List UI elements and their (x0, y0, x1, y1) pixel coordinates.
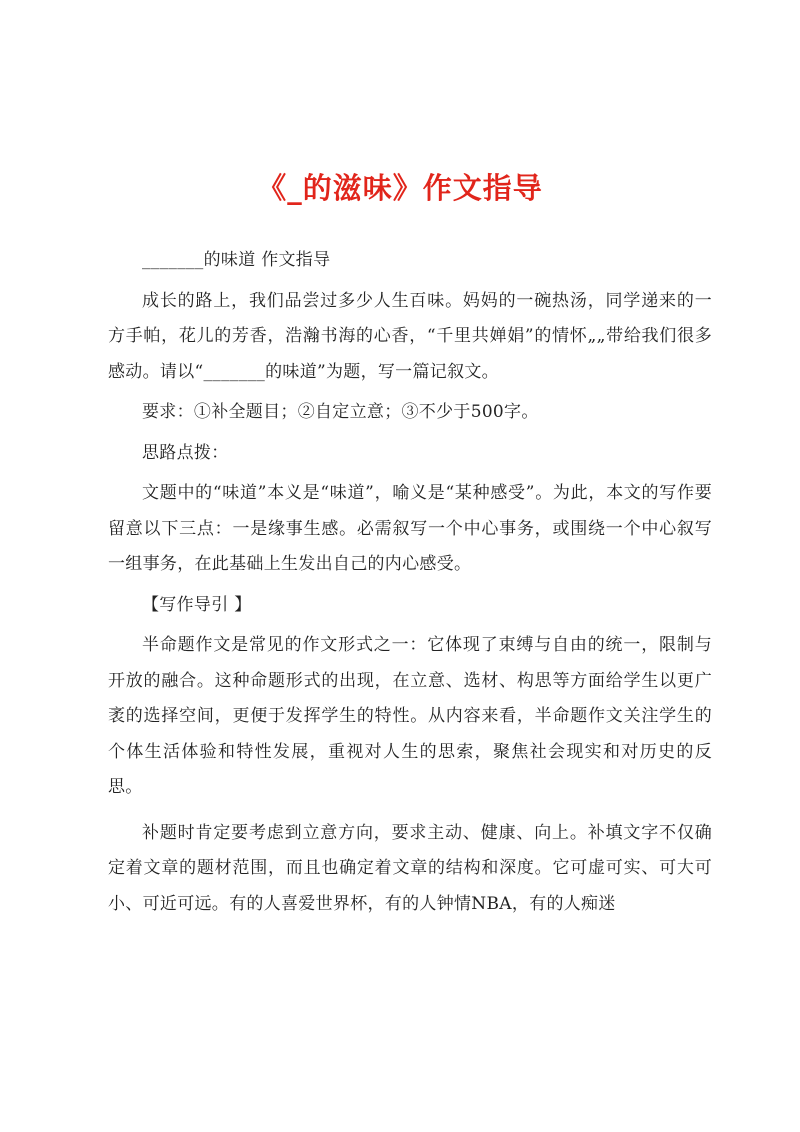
document-title: 《_的滋味》作文指导 (257, 171, 543, 205)
hints-heading: 思路点拨： (142, 442, 229, 463)
document-body (108, 243, 712, 927)
guide-paragraph: 半命题作文是常见的作文形式之一：它体现了束缚与自由的统一，限制与开放的融合。这种命题形式的出现，在立意、选材、构思等方面给学生以更广袤的选择空间，更便于发挥学生的特性。从内容来看，半命题作文关注学生的个体生活体验和特性发展，重视对人生的思索，聚焦社会现实和对历史的反思。 (108, 635, 712, 797)
title-completion-paragraph: 补题时肯定要考虑到立意方向，要求主动、健康、向上。补填文字不仅确定着文章的题材范围，而且也确定着文章的结构和深度。它可虚可实、可大可小、可近可远。有的人喜爱世界杯，有的人钟情NBA，有的人痴迷 (108, 822, 712, 914)
subtitle-paragraph: _______的味道 作文指导 (142, 250, 331, 270)
requirements-paragraph: 要求：①补全题目；②自定立意；③不少于500字。 (142, 402, 539, 422)
prompt-paragraph: 成长的路上，我们品尝过多少人生百味。妈妈的一碗热汤，同学递来的一方手帕，花儿的芳香，浩瀚书海的心香，“千里共婵娟”的情怀„„带给我们很多感动。请以“_______的味道”为题，写一篇记叙文。 (108, 290, 712, 382)
writing-guide-heading: 【写作导引 】 (142, 594, 252, 615)
hints-paragraph: 文题中的“味道”本义是“味道”，喻义是“某种感受”。为此，本文的写作要留意以下三点：一是缘事生感。必需叙写一个中心事务，或围绕一个中心叙写一组事务，在此基础上生发出自己的内心感受。 (108, 483, 712, 574)
